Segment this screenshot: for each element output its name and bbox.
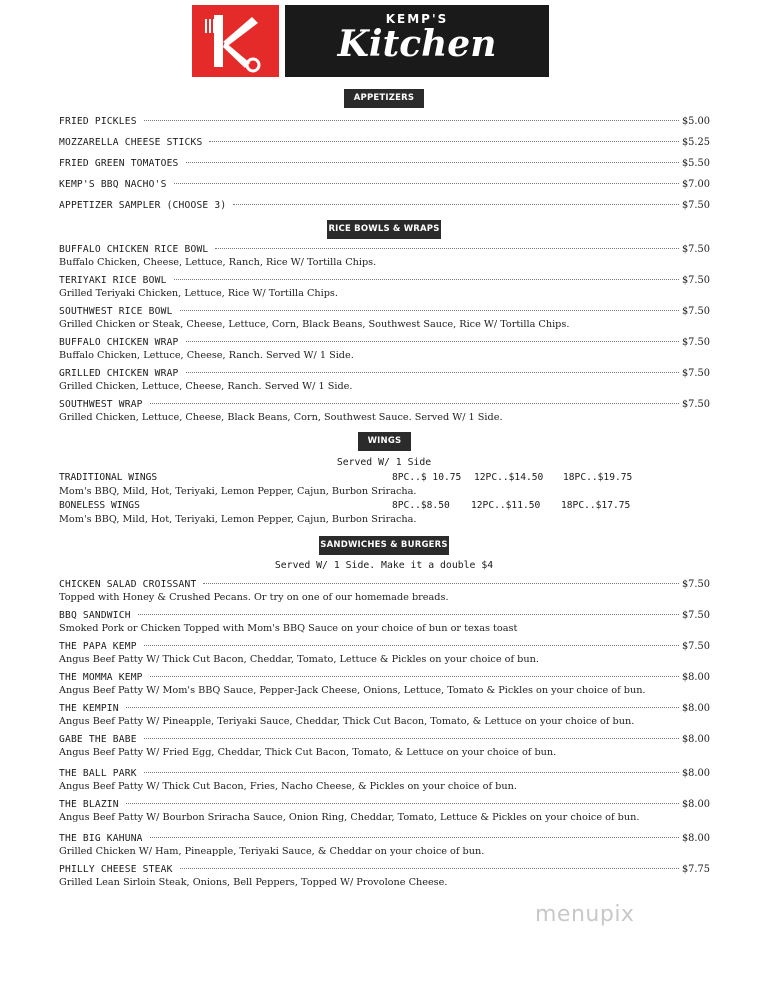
menu-item: APPETIZER SAMPLER (CHOOSE 3) $7.50	[59, 200, 710, 211]
section-appetizers: APPETIZERS	[344, 89, 424, 108]
menu-item: THE BALL PARK $8.00	[59, 768, 710, 779]
logo-brand: KEMP'S	[385, 12, 449, 26]
item-description: Grilled Lean Sirloin Steak, Onions, Bell Peppers, Topped W/ Provolone Cheese.	[59, 877, 448, 888]
menupix-watermark: menupix	[535, 902, 635, 927]
item-description: Grilled Chicken, Lettuce, Cheese, Ranch. Served W/ 1 Side.	[59, 381, 353, 392]
item-description: Angus Beef Patty W/ Pineapple, Teriyaki Sauce, Cheddar, Thick Cut Bacon, Tomato, & Lettuce on your choice of bun.	[59, 716, 635, 727]
item-description: Angus Beef Patty W/ Thick Cut Bacon, Cheddar, Tomato, Lettuce & Pickles on your choice of bun.	[59, 654, 539, 665]
item-description: Angus Beef Patty W/ Fried Egg, Cheddar, Thick Cut Bacon, Tomato, & Lettuce on your choice of bun.	[59, 747, 557, 758]
menu-item: THE PAPA KEMP $7.50	[59, 641, 710, 652]
item-description: Grilled Chicken or Steak, Cheese, Lettuce, Corn, Black Beans, Southwest Sauce, Rice W/ Tortilla Chips.	[59, 319, 570, 330]
wing-price-12pc: 12PC..$14.50	[474, 472, 544, 483]
item-description: Angus Beef Patty W/ Bourbon Sriracha Sauce, Onion Ring, Cheddar, Tomato, Lettuce & Pickles on your choice of bun.	[59, 812, 640, 823]
menu-item: BUFFALO CHICKEN RICE BOWL $7.50	[59, 244, 710, 255]
menu-item: SOUTHWEST RICE BOWL $7.50	[59, 306, 710, 317]
menu-item: BBQ SANDWICH $7.50	[59, 610, 710, 621]
item-description: Topped with Honey & Crushed Pecans. Or try on one of our homemade breads.	[59, 592, 449, 603]
kemps-kitchen-logo	[192, 5, 549, 77]
item-description: Grilled Chicken, Lettuce, Cheese, Black Beans, Corn, Southwest Sauce. Served W/ 1 Side.	[59, 412, 503, 423]
menu-item: THE BIG KAHUNA $8.00	[59, 833, 710, 844]
menu-item: GRILLED CHICKEN WRAP $7.50	[59, 368, 710, 379]
wing-price-8pc: 8PC..$ 10.75	[392, 472, 462, 483]
section-sandwiches: SANDWICHES & BURGERS	[319, 536, 449, 555]
wing-price-18pc: 18PC..$19.75	[563, 472, 633, 483]
menu-item: THE BLAZIN $8.00	[59, 799, 710, 810]
wing-item-name: BONELESS WINGS	[59, 500, 140, 511]
menu-item: THE MOMMA KEMP $8.00	[59, 672, 710, 683]
item-description: Buffalo Chicken, Lettuce, Cheese, Ranch. Served W/ 1 Side.	[59, 350, 354, 361]
menu-item: TERIYAKI RICE BOWL $7.50	[59, 275, 710, 286]
menu-item: MOZZARELLA CHEESE STICKS $5.25	[59, 137, 710, 148]
item-description: Grilled Chicken W/ Ham, Pineapple, Teriyaki Sauce, & Cheddar on your choice of bun.	[59, 846, 485, 857]
item-description: Smoked Pork or Chicken Topped with Mom's BBQ Sauce on your choice of bun or texas toast	[59, 623, 518, 634]
menu-item: KEMP'S BBQ NACHO'S $7.00	[59, 179, 710, 190]
wing-price-12pc: 12PC..$11.50	[471, 500, 541, 511]
menu-item: CHICKEN SALAD CROISSANT $7.50	[59, 579, 710, 590]
menu-item: THE KEMPIN $8.00	[59, 703, 710, 714]
menu-item: PHILLY CHEESE STEAK $7.75	[59, 864, 710, 875]
menu-item: SOUTHWEST WRAP $7.50	[59, 399, 710, 410]
item-description: Buffalo Chicken, Cheese, Lettuce, Ranch, Rice W/ Tortilla Chips.	[59, 257, 377, 268]
item-description: Mom's BBQ, Mild, Hot, Teriyaki, Lemon Pepper, Cajun, Burbon Sriracha.	[59, 486, 417, 497]
item-description: Mom's BBQ, Mild, Hot, Teriyaki, Lemon Pepper, Cajun, Burbon Sriracha.	[59, 514, 417, 525]
wing-item-name: TRADITIONAL WINGS	[59, 472, 158, 483]
logo-wordmark	[285, 5, 549, 77]
item-description: Grilled Teriyaki Chicken, Lettuce, Rice W/ Tortilla Chips.	[59, 288, 338, 299]
sandwiches-note: Served W/ 1 Side. Make it a double $4	[274, 560, 494, 571]
item-description: Angus Beef Patty W/ Thick Cut Bacon, Fries, Nacho Cheese, & Pickles on your choice of bun.	[59, 781, 517, 792]
wings-note: Served W/ 1 Side	[336, 457, 432, 468]
wing-price-18pc: 18PC..$17.75	[561, 500, 631, 511]
logo-script: Kitchen	[337, 23, 497, 65]
wing-price-8pc: 8PC..$8.50	[392, 500, 450, 511]
menu-item: GABE THE BABE $8.00	[59, 734, 710, 745]
menu-item: FRIED GREEN TOMATOES $5.50	[59, 158, 710, 169]
k-utensils-icon	[192, 5, 279, 77]
menu-item: FRIED PICKLES $5.00	[59, 116, 710, 127]
section-rice-bowls: RICE BOWLS & WRAPS	[327, 220, 441, 239]
item-description: Angus Beef Patty W/ Mom's BBQ Sauce, Pepper-Jack Cheese, Onions, Lettuce, Tomato & Pickles on your choice of bun.	[59, 685, 646, 696]
menu-item: BUFFALO CHICKEN WRAP $7.50	[59, 337, 710, 348]
section-wings: WINGS	[358, 432, 411, 451]
